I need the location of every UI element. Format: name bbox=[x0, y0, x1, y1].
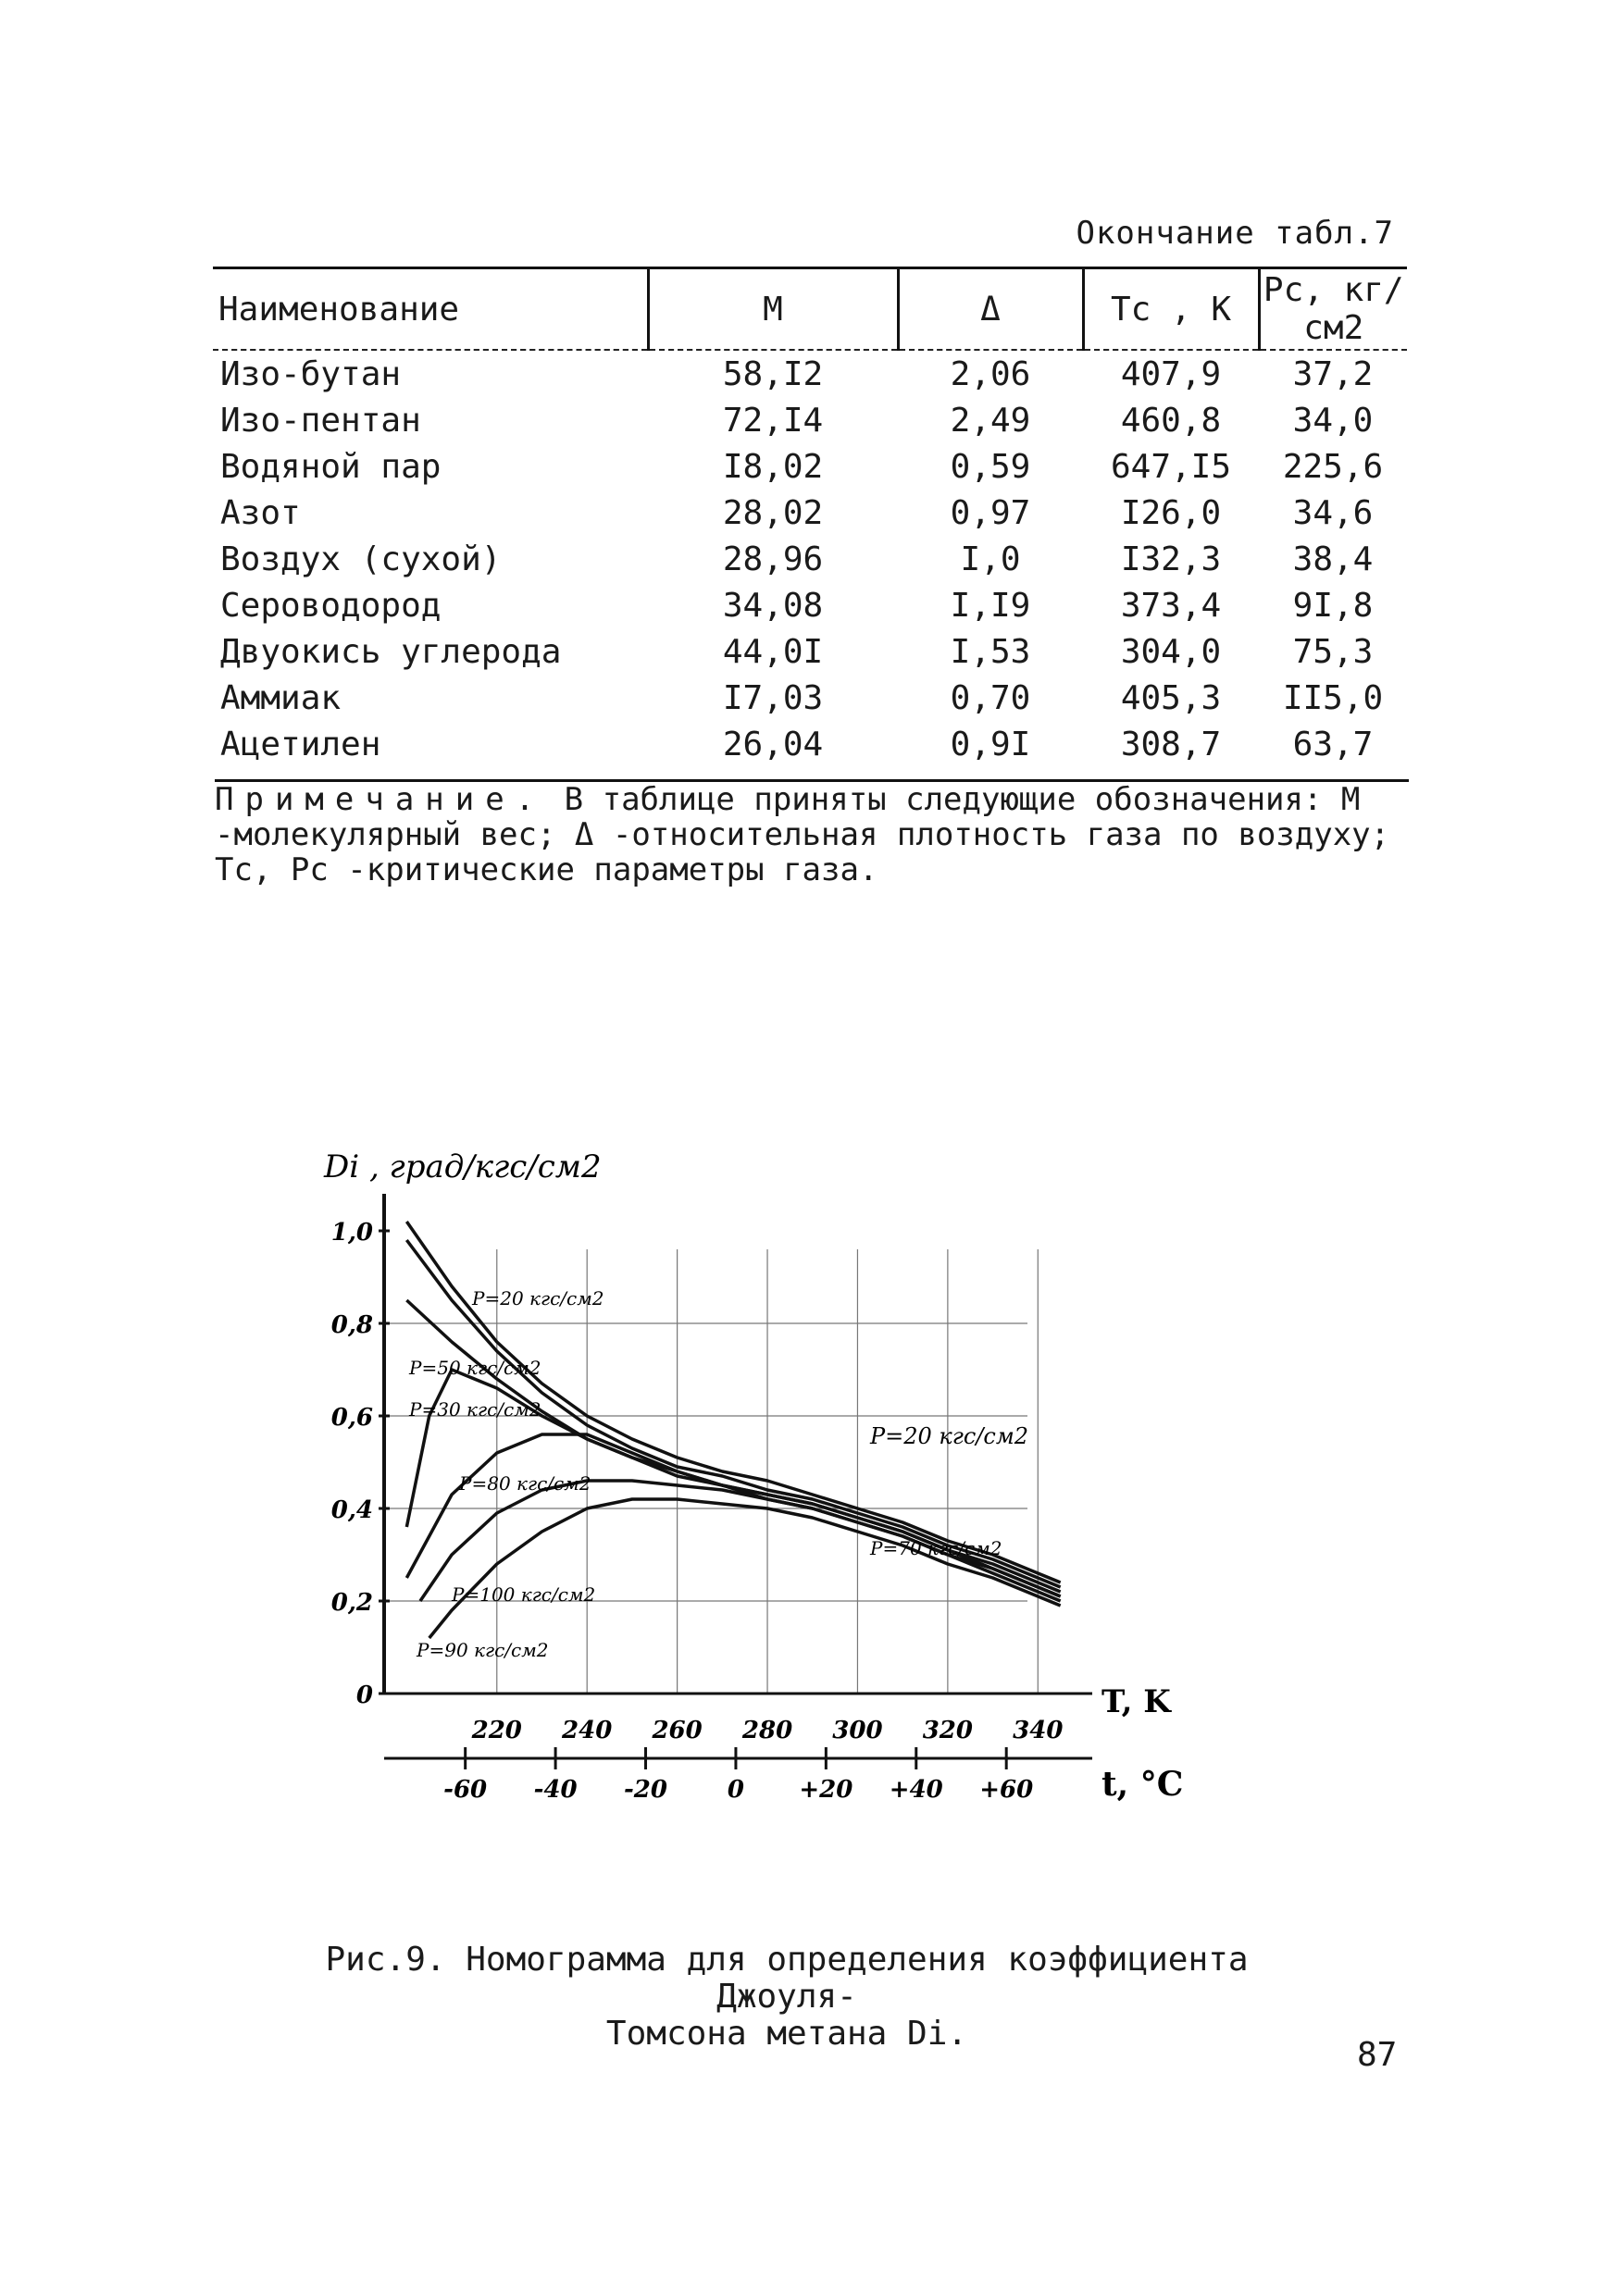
cell-delta: 0,97 bbox=[950, 493, 1031, 532]
header-pc: Pc, кг/см2 bbox=[1259, 268, 1407, 351]
x2-tick-label: -20 bbox=[624, 1776, 668, 1804]
nomogram-figure bbox=[278, 1138, 1184, 1842]
nomogram-chart bbox=[278, 1138, 1184, 1842]
figure-caption-line-2: Томсона метана Di. bbox=[605, 2015, 968, 2053]
cell-m: I8,02 bbox=[722, 447, 824, 486]
table-row bbox=[213, 582, 1407, 628]
cell-m: 58,I2 bbox=[722, 354, 824, 393]
header-delta: Δ bbox=[898, 268, 1083, 351]
cell-tc: 373,4 bbox=[1120, 586, 1222, 625]
cell-name: Двуокись углерода bbox=[220, 632, 562, 671]
cell-delta: 2,49 bbox=[950, 401, 1031, 440]
cell-delta: 0,9I bbox=[950, 725, 1031, 763]
x-tick-label: 240 bbox=[562, 1717, 613, 1744]
x-tick-label: 300 bbox=[832, 1717, 883, 1744]
cell-pc: 63,7 bbox=[1292, 725, 1374, 763]
cell-m: 44,0I bbox=[722, 632, 824, 671]
cell-tc: 460,8 bbox=[1120, 401, 1222, 440]
x2-axis-label: t, °C bbox=[1101, 1765, 1184, 1804]
cell-delta: 0,70 bbox=[950, 678, 1031, 717]
cell-tc: I32,3 bbox=[1120, 540, 1222, 578]
x2-tick-label: -40 bbox=[533, 1776, 578, 1804]
note-text: В таблице приняты следующие обозначения: M -молекулярный вес; Δ -относительная плотность газа по воздуху; Tc, Pc -критические параметры газа. bbox=[215, 781, 1390, 888]
cell-delta: I,53 bbox=[950, 632, 1031, 671]
cell-m: 26,04 bbox=[722, 725, 824, 763]
y-axis-label: Di , град/кгс/см2 bbox=[324, 1148, 602, 1185]
x-axis-label: T, K bbox=[1101, 1683, 1171, 1720]
note-label: Примечание. bbox=[215, 781, 546, 818]
table-body bbox=[213, 350, 1407, 767]
cell-pc: 34,6 bbox=[1292, 493, 1374, 532]
cell-name: Водяной пар bbox=[220, 447, 442, 486]
cell-name: Азот bbox=[220, 493, 301, 532]
cell-m: 28,02 bbox=[722, 493, 824, 532]
cell-delta: I,0 bbox=[960, 540, 1021, 578]
table-row bbox=[213, 675, 1407, 721]
x2-tick-label: -60 bbox=[443, 1776, 488, 1804]
cell-tc: I26,0 bbox=[1120, 493, 1222, 532]
gas-properties-table bbox=[213, 267, 1407, 767]
table-row bbox=[213, 350, 1407, 397]
table-row bbox=[213, 397, 1407, 443]
x2-tick-label: +20 bbox=[799, 1776, 853, 1804]
series-line bbox=[406, 1434, 1060, 1596]
x-tick-label: 220 bbox=[471, 1717, 522, 1744]
cell-delta: 2,06 bbox=[950, 354, 1031, 393]
series-label: P=70 кгс/см2 bbox=[870, 1537, 1002, 1559]
y-tick-label: 0,8 bbox=[330, 1311, 373, 1339]
cell-name: Воздух (сухой) bbox=[220, 540, 502, 578]
figure-caption-line-1: Рис.9. Номограмма для определения коэффициента Джоуля- bbox=[325, 1941, 1249, 2016]
x2-tick-label: 0 bbox=[727, 1776, 744, 1804]
y-tick-label: 0,2 bbox=[330, 1589, 373, 1617]
series-label: P=30 кгс/см2 bbox=[409, 1398, 541, 1421]
x-tick-label: 320 bbox=[922, 1717, 974, 1744]
table-row bbox=[213, 721, 1407, 767]
cell-pc: 37,2 bbox=[1292, 354, 1374, 393]
cell-tc: 405,3 bbox=[1120, 678, 1222, 717]
cell-tc: 304,0 bbox=[1120, 632, 1222, 671]
cell-name: Ацетилен bbox=[220, 725, 381, 763]
x-tick-label: 340 bbox=[1013, 1717, 1064, 1744]
cell-name: Изо-пентан bbox=[220, 401, 421, 440]
cell-pc: 9I,8 bbox=[1292, 586, 1374, 625]
y-tick-label: 0,4 bbox=[330, 1496, 373, 1524]
series-label: P=80 кгс/см2 bbox=[459, 1472, 591, 1495]
x-tick-label: 280 bbox=[741, 1717, 793, 1744]
cell-pc: 225,6 bbox=[1282, 447, 1384, 486]
x-tick-label: 260 bbox=[652, 1717, 703, 1744]
series-label-right: P=20 кгс/см2 bbox=[870, 1423, 1029, 1449]
table-caption: Окончание табл.7 bbox=[1076, 215, 1394, 252]
cell-m: I7,03 bbox=[722, 678, 824, 717]
cell-delta: 0,59 bbox=[950, 447, 1031, 486]
table-note bbox=[215, 779, 1409, 887]
series-label: P=50 кгс/см2 bbox=[409, 1357, 541, 1379]
series-label: P=100 кгс/см2 bbox=[452, 1583, 596, 1606]
header-name: Наименование bbox=[213, 268, 648, 351]
cell-m: 34,08 bbox=[722, 586, 824, 625]
y-tick-label: 0 bbox=[355, 1682, 373, 1709]
header-m: M bbox=[648, 268, 898, 351]
table-row bbox=[213, 490, 1407, 536]
x2-tick-label: +40 bbox=[889, 1776, 943, 1804]
series-label: P=20 кгс/см2 bbox=[472, 1287, 604, 1309]
cell-pc: 75,3 bbox=[1292, 632, 1374, 671]
figure-caption bbox=[250, 1942, 1324, 2053]
cell-delta: I,I9 bbox=[950, 586, 1031, 625]
table-row bbox=[213, 536, 1407, 582]
cell-tc: 647,I5 bbox=[1110, 447, 1232, 486]
cell-tc: 308,7 bbox=[1120, 725, 1222, 763]
cell-pc: II5,0 bbox=[1282, 678, 1384, 717]
y-tick-label: 1,0 bbox=[330, 1219, 373, 1247]
series-line bbox=[429, 1499, 1061, 1638]
cell-pc: 34,0 bbox=[1292, 401, 1374, 440]
cell-m: 72,I4 bbox=[722, 401, 824, 440]
cell-tc: 407,9 bbox=[1120, 354, 1222, 393]
table-row bbox=[213, 443, 1407, 490]
x2-tick-label: +60 bbox=[979, 1776, 1034, 1804]
cell-pc: 38,4 bbox=[1292, 540, 1374, 578]
cell-name: Сероводород bbox=[220, 586, 442, 625]
cell-name: Аммиак bbox=[220, 678, 342, 717]
header-tc: Tc , K bbox=[1083, 268, 1259, 351]
table-header-row bbox=[213, 268, 1407, 351]
cell-name: Изо-бутан bbox=[220, 354, 402, 393]
table-row bbox=[213, 628, 1407, 675]
series-label: P=90 кгс/см2 bbox=[417, 1639, 549, 1661]
cell-m: 28,96 bbox=[722, 540, 824, 578]
page-number: 87 bbox=[1357, 2036, 1398, 2074]
y-tick-label: 0,6 bbox=[330, 1404, 373, 1432]
